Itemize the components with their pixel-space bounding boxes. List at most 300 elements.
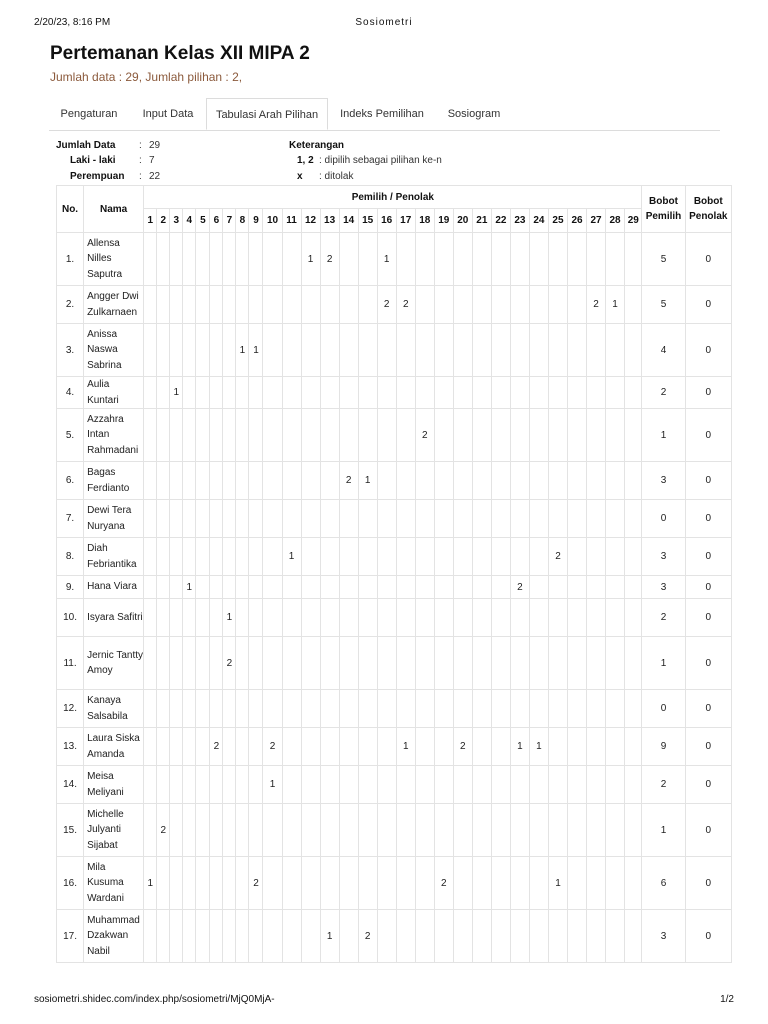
choice-cell <box>396 324 415 377</box>
column-header-26: 26 <box>567 209 586 233</box>
student-name: Azzahra Intan Rahmadani <box>84 409 144 462</box>
choice-cell <box>548 286 567 324</box>
choice-cell <box>339 728 358 766</box>
row-number: 7. <box>57 500 84 538</box>
choice-cell <box>339 690 358 728</box>
choice-cell <box>196 599 210 637</box>
choice-cell <box>223 728 236 766</box>
column-header-16: 16 <box>377 209 396 233</box>
choice-cell <box>606 804 625 857</box>
choice-cell <box>196 804 210 857</box>
choice-cell <box>263 538 282 576</box>
choice-cell <box>223 804 236 857</box>
choice-cell <box>236 599 249 637</box>
choice-cell <box>491 576 510 599</box>
choice-cell <box>510 766 529 804</box>
column-header-27: 27 <box>587 209 606 233</box>
table-row <box>57 576 732 599</box>
choice-cell <box>210 766 223 804</box>
choice-cell <box>282 409 301 462</box>
choice-cell <box>625 233 642 286</box>
choice-cell <box>377 576 396 599</box>
choice-cell <box>625 599 642 637</box>
choice-cell <box>548 690 567 728</box>
choice-cell <box>282 804 301 857</box>
choice-cell <box>236 409 249 462</box>
choice-cell <box>415 233 434 286</box>
choice-cell <box>210 286 223 324</box>
choice-cell <box>144 690 157 728</box>
choice-cell <box>210 324 223 377</box>
choice-cell <box>301 324 320 377</box>
choice-cell <box>625 804 642 857</box>
column-header-7: 7 <box>223 209 236 233</box>
student-name: Laura Siska Amanda <box>84 728 144 766</box>
table-row <box>57 462 732 500</box>
choice-cell <box>170 728 183 766</box>
row-number: 8. <box>57 538 84 576</box>
choice-cell <box>358 538 377 576</box>
column-header-18: 18 <box>415 209 434 233</box>
choice-cell <box>263 462 282 500</box>
choice-cell <box>196 766 210 804</box>
choice-cell <box>434 233 453 286</box>
choice-cell <box>339 377 358 409</box>
choice-cell <box>510 857 529 910</box>
bobot-penolak-value: 0 <box>685 377 731 409</box>
choice-cell <box>510 377 529 409</box>
tab-input-data[interactable]: Input Data <box>142 108 194 120</box>
choice-cell <box>453 538 472 576</box>
tab-indeks-pemilihan[interactable]: Indeks Pemilihan <box>340 108 424 120</box>
choice-cell <box>170 324 183 377</box>
choice-cell <box>472 857 491 910</box>
choice-cell <box>301 500 320 538</box>
choice-cell <box>377 500 396 538</box>
table-row <box>57 804 732 857</box>
choice-cell <box>606 766 625 804</box>
choice-cell <box>263 637 282 690</box>
choice-cell <box>377 690 396 728</box>
choice-cell <box>377 728 396 766</box>
choice-cell <box>183 910 196 963</box>
choice-cell <box>210 857 223 910</box>
table-row <box>57 690 732 728</box>
bobot-pemilih-value: 5 <box>642 233 685 286</box>
choice-cell: 2 <box>358 910 377 963</box>
choice-cell <box>415 804 434 857</box>
choice-cell <box>567 857 586 910</box>
choice-cell <box>223 324 236 377</box>
choice-cell <box>183 804 196 857</box>
choice-cell <box>282 599 301 637</box>
choice-cell <box>282 910 301 963</box>
choice-cell <box>358 377 377 409</box>
choice-cell <box>170 637 183 690</box>
choice-cell <box>491 233 510 286</box>
choice-cell <box>223 910 236 963</box>
choice-cell <box>210 599 223 637</box>
jumlah-data-value: 29 <box>149 140 161 151</box>
header-pemilih-penolak: Pemilih / Penolak <box>144 186 642 209</box>
choice-cell <box>144 409 157 462</box>
choice-cell: 2 <box>339 462 358 500</box>
choice-cell <box>434 538 453 576</box>
summary-panel <box>56 138 506 184</box>
legend-pick-text: : dipilih sebagai pilihan ke-n <box>319 155 442 166</box>
choice-cell <box>434 286 453 324</box>
choice-cell <box>472 766 491 804</box>
tab-pengaturan[interactable]: Pengaturan <box>60 108 118 120</box>
student-name: Dewi Tera Nuryana <box>84 500 144 538</box>
choice-cell: 1 <box>183 576 196 599</box>
choice-cell <box>263 576 282 599</box>
bobot-penolak-value: 0 <box>685 766 731 804</box>
choice-cell <box>567 538 586 576</box>
choice-cell <box>396 233 415 286</box>
choice-cell <box>491 857 510 910</box>
column-header-4: 4 <box>183 209 196 233</box>
choice-cell <box>587 500 606 538</box>
choice-cell <box>625 690 642 728</box>
choice-cell <box>606 637 625 690</box>
choice-cell <box>196 324 210 377</box>
choice-cell <box>144 728 157 766</box>
choice-cell <box>223 286 236 324</box>
row-number: 14. <box>57 766 84 804</box>
choice-cell <box>282 576 301 599</box>
choice-cell <box>223 233 236 286</box>
choice-cell <box>529 462 548 500</box>
choice-cell <box>548 910 567 963</box>
choice-cell <box>377 538 396 576</box>
legend-pick-key: 1, 2 <box>297 155 314 166</box>
choice-cell <box>183 766 196 804</box>
choice-cell <box>606 576 625 599</box>
choice-cell <box>249 377 263 409</box>
column-header-17: 17 <box>396 209 415 233</box>
bobot-pemilih-value: 9 <box>642 728 685 766</box>
tab-sosiogram[interactable]: Sosiogram <box>447 108 501 120</box>
choice-cell <box>510 462 529 500</box>
choice-cell <box>170 409 183 462</box>
choice-cell <box>196 910 210 963</box>
tab-bar <box>49 98 720 131</box>
choice-cell <box>453 690 472 728</box>
choice-cell <box>236 857 249 910</box>
choice-cell <box>529 576 548 599</box>
keterangan-label: Keterangan <box>289 140 345 151</box>
choice-cell: 2 <box>548 538 567 576</box>
choice-cell <box>157 690 170 728</box>
choice-cell <box>223 766 236 804</box>
choice-cell <box>415 766 434 804</box>
choice-cell <box>263 910 282 963</box>
choice-cell <box>236 637 249 690</box>
choice-cell <box>339 637 358 690</box>
choice-cell <box>548 804 567 857</box>
choice-cell <box>339 576 358 599</box>
choice-cell <box>510 637 529 690</box>
choice-cell <box>548 766 567 804</box>
row-number: 13. <box>57 728 84 766</box>
choice-cell <box>358 500 377 538</box>
choice-cell <box>157 576 170 599</box>
choice-cell <box>587 728 606 766</box>
choice-cell <box>377 324 396 377</box>
tab-tabulasi-arah-pilihan[interactable]: Tabulasi Arah Pilihan <box>206 98 328 130</box>
choice-cell <box>282 233 301 286</box>
choice-cell <box>144 286 157 324</box>
choice-cell <box>567 286 586 324</box>
choice-cell <box>453 286 472 324</box>
choice-cell <box>453 462 472 500</box>
student-name: Michelle Julyanti Sijabat <box>84 804 144 857</box>
choice-cell <box>236 233 249 286</box>
choice-cell <box>301 377 320 409</box>
choice-cell <box>170 538 183 576</box>
choice-cell <box>377 804 396 857</box>
choice-cell <box>377 462 396 500</box>
choice-cell <box>320 690 339 728</box>
choice-cell: 1 <box>263 766 282 804</box>
choice-cell <box>339 538 358 576</box>
choice-cell <box>170 599 183 637</box>
choice-cell <box>587 324 606 377</box>
choice-cell <box>320 728 339 766</box>
choice-cell <box>396 804 415 857</box>
choice-cell <box>358 576 377 599</box>
choice-cell <box>144 910 157 963</box>
choice-cell <box>210 538 223 576</box>
choice-cell <box>587 233 606 286</box>
choice-cell <box>301 804 320 857</box>
choice-cell <box>249 538 263 576</box>
bobot-penolak-value: 0 <box>685 286 731 324</box>
choice-cell <box>196 462 210 500</box>
row-number: 9. <box>57 576 84 599</box>
choice-cell <box>320 637 339 690</box>
bobot-penolak-value: 0 <box>685 233 731 286</box>
choice-cell <box>358 857 377 910</box>
choice-cell: 1 <box>301 233 320 286</box>
choice-cell <box>529 377 548 409</box>
choice-cell <box>567 409 586 462</box>
jumlah-data-label: Jumlah Data <box>56 140 116 151</box>
choice-cell <box>263 377 282 409</box>
print-document-title: Sosiometri <box>355 17 413 28</box>
choice-cell <box>625 462 642 500</box>
table-row <box>57 286 732 324</box>
choice-cell <box>415 690 434 728</box>
choice-cell <box>606 599 625 637</box>
choice-cell <box>587 599 606 637</box>
choice-cell <box>415 857 434 910</box>
choice-cell <box>567 637 586 690</box>
choice-cell <box>625 576 642 599</box>
choice-cell <box>301 538 320 576</box>
choice-cell <box>210 462 223 500</box>
choice-cell <box>472 804 491 857</box>
choice-cell <box>223 462 236 500</box>
bobot-pemilih-value: 3 <box>642 462 685 500</box>
tabulation-table <box>56 185 732 963</box>
choice-cell <box>625 728 642 766</box>
choice-cell <box>320 324 339 377</box>
column-header-20: 20 <box>453 209 472 233</box>
choice-cell <box>196 857 210 910</box>
row-number: 11. <box>57 637 84 690</box>
choice-cell <box>157 728 170 766</box>
bobot-pemilih-value: 2 <box>642 766 685 804</box>
choice-cell <box>320 804 339 857</box>
choice-cell <box>301 857 320 910</box>
choice-cell <box>472 233 491 286</box>
bobot-penolak-value: 0 <box>685 728 731 766</box>
choice-cell <box>472 324 491 377</box>
choice-cell <box>415 324 434 377</box>
choice-cell <box>625 538 642 576</box>
choice-cell <box>301 599 320 637</box>
choice-cell: 2 <box>263 728 282 766</box>
bobot-pemilih-value: 2 <box>642 377 685 409</box>
choice-cell <box>196 637 210 690</box>
row-number: 5. <box>57 409 84 462</box>
colon: : <box>139 155 142 166</box>
choice-cell <box>196 286 210 324</box>
choice-cell <box>510 409 529 462</box>
choice-cell <box>301 286 320 324</box>
row-number: 12. <box>57 690 84 728</box>
choice-cell <box>548 409 567 462</box>
choice-cell <box>567 804 586 857</box>
table-row <box>57 766 732 804</box>
row-number: 2. <box>57 286 84 324</box>
choice-cell <box>301 910 320 963</box>
choice-cell <box>249 576 263 599</box>
choice-cell <box>196 728 210 766</box>
row-number: 10. <box>57 599 84 637</box>
legend-reject-text: : ditolak <box>319 171 354 182</box>
choice-cell <box>282 324 301 377</box>
choice-cell <box>377 857 396 910</box>
choice-cell <box>587 690 606 728</box>
bobot-pemilih-value: 0 <box>642 690 685 728</box>
choice-cell <box>548 599 567 637</box>
column-header-24: 24 <box>529 209 548 233</box>
choice-cell <box>282 637 301 690</box>
choice-cell <box>587 637 606 690</box>
bobot-penolak-value: 0 <box>685 576 731 599</box>
print-url: sosiometri.shidec.com/index.php/sosiometri/MjQ0MjA- <box>34 994 275 1005</box>
choice-cell <box>491 286 510 324</box>
choice-cell <box>358 637 377 690</box>
bobot-pemilih-value: 1 <box>642 409 685 462</box>
row-number: 6. <box>57 462 84 500</box>
choice-cell: 2 <box>415 409 434 462</box>
bobot-pemilih-value: 0 <box>642 500 685 538</box>
choice-cell <box>320 766 339 804</box>
bobot-pemilih-value: 3 <box>642 910 685 963</box>
choice-cell <box>625 766 642 804</box>
table-row <box>57 233 732 286</box>
choice-cell <box>529 286 548 324</box>
choice-cell <box>587 377 606 409</box>
choice-cell: 1 <box>377 233 396 286</box>
choice-cell <box>567 910 586 963</box>
header-nama: Nama <box>84 186 144 233</box>
choice-cell <box>453 324 472 377</box>
choice-cell <box>236 377 249 409</box>
choice-cell <box>567 728 586 766</box>
choice-cell <box>529 233 548 286</box>
choice-cell <box>157 637 170 690</box>
choice-cell <box>236 576 249 599</box>
choice-cell <box>567 690 586 728</box>
choice-cell <box>301 728 320 766</box>
choice-cell <box>358 409 377 462</box>
choice-cell <box>183 286 196 324</box>
column-header-15: 15 <box>358 209 377 233</box>
choice-cell <box>210 377 223 409</box>
choice-cell <box>320 409 339 462</box>
choice-cell <box>606 462 625 500</box>
choice-cell <box>606 377 625 409</box>
choice-cell <box>339 286 358 324</box>
choice-cell <box>196 377 210 409</box>
column-header-29: 29 <box>625 209 642 233</box>
choice-cell <box>223 576 236 599</box>
choice-cell <box>183 637 196 690</box>
choice-cell <box>606 409 625 462</box>
choice-cell <box>301 637 320 690</box>
choice-cell <box>183 500 196 538</box>
choice-cell <box>263 233 282 286</box>
choice-cell <box>236 910 249 963</box>
choice-cell <box>625 409 642 462</box>
choice-cell <box>170 910 183 963</box>
row-number: 3. <box>57 324 84 377</box>
column-header-22: 22 <box>491 209 510 233</box>
choice-cell <box>587 804 606 857</box>
choice-cell <box>236 538 249 576</box>
choice-cell <box>170 286 183 324</box>
choice-cell <box>415 462 434 500</box>
choice-cell <box>157 462 170 500</box>
choice-cell <box>263 286 282 324</box>
choice-cell <box>606 857 625 910</box>
choice-cell <box>170 233 183 286</box>
table-row <box>57 910 732 963</box>
choice-cell <box>223 377 236 409</box>
choice-cell: 2 <box>320 233 339 286</box>
choice-cell <box>210 690 223 728</box>
choice-cell <box>625 286 642 324</box>
choice-cell <box>320 286 339 324</box>
print-page-number: 1/2 <box>720 994 734 1005</box>
column-header-1: 1 <box>144 209 157 233</box>
choice-cell <box>210 233 223 286</box>
page-subtitle: Jumlah data : 29, Jumlah pilihan : 2, <box>50 70 243 84</box>
choice-cell <box>358 728 377 766</box>
choice-cell <box>472 286 491 324</box>
choice-cell <box>157 324 170 377</box>
choice-cell <box>567 576 586 599</box>
choice-cell <box>249 804 263 857</box>
choice-cell <box>587 462 606 500</box>
column-header-14: 14 <box>339 209 358 233</box>
choice-cell <box>453 637 472 690</box>
